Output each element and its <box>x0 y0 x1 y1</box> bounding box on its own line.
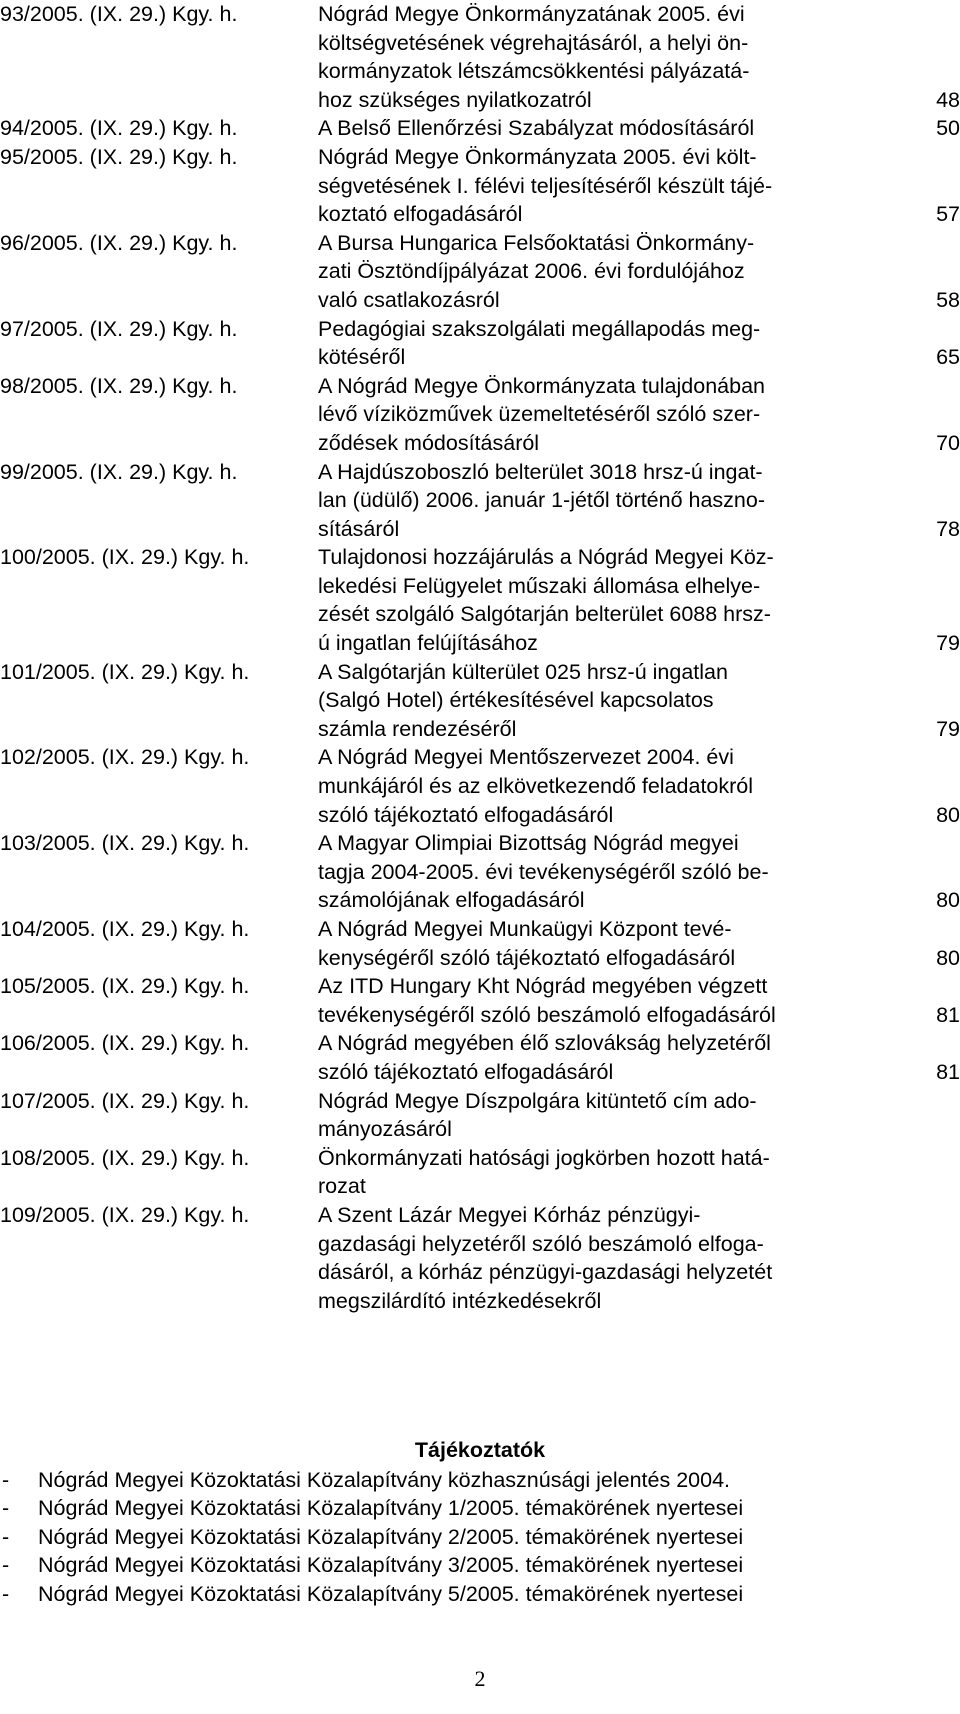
title-line: ződések módosításáról <box>318 430 540 455</box>
resolution-title <box>318 1201 863 1315</box>
page-reference: 79 <box>936 631 960 656</box>
resolution-title <box>318 0 863 114</box>
resolution-entry <box>0 1029 960 1086</box>
resolution-number: 105/2005. (IX. 29.) Kgy. h. <box>0 974 250 999</box>
resolution-number: 109/2005. (IX. 29.) Kgy. h. <box>0 1202 250 1227</box>
title-line: lekedési Felügyelet műszaki állomása elhelye- <box>318 573 761 598</box>
page-reference: 79 <box>936 716 960 741</box>
info-item-text: Nógrád Megyei Közoktatási Közalapítvány 3/2005. témakörének nyertesei <box>38 1553 744 1578</box>
page-reference: 81 <box>936 1059 960 1084</box>
info-list-item <box>0 1551 960 1579</box>
title-line: Nógrád Megye Önkormányzatának 2005. évi <box>318 2 745 26</box>
resolution-number: 107/2005. (IX. 29.) Kgy. h. <box>0 1088 250 1113</box>
title-line: zati Ösztöndíjpályázat 2006. évi fordulójához <box>318 259 745 284</box>
title-line: A Bursa Hungarica Felsőoktatási Önkormány- <box>318 230 755 255</box>
title-line: munkájáról és az elkövetkezendő feladatokról <box>318 774 754 799</box>
section-heading-tajekoztatok: Tájékoztatók <box>414 1438 546 1462</box>
resolution-number: 94/2005. (IX. 29.) Kgy. h. <box>0 116 238 141</box>
title-line: sításáról <box>318 516 400 541</box>
info-list-item <box>0 1580 960 1608</box>
resolution-entry <box>0 829 960 915</box>
page-reference: 57 <box>936 202 960 227</box>
page-reference: 80 <box>936 888 960 913</box>
resolution-title <box>318 315 863 372</box>
resolution-title <box>318 658 863 744</box>
resolution-title <box>318 743 863 829</box>
title-line: Tulajdonosi hozzájárulás a Nógrád Megyei Köz- <box>318 545 774 570</box>
resolution-title <box>318 1029 863 1086</box>
resolution-number: 96/2005. (IX. 29.) Kgy. h. <box>0 230 238 255</box>
title-line: A Salgótarján külterület 025 hrsz-ú ingatlan <box>318 659 728 684</box>
title-line: számla rendezéséről <box>318 716 517 741</box>
title-line: Pedagógiai szakszolgálati megállapodás meg- <box>318 316 761 341</box>
resolution-title <box>318 829 863 915</box>
info-list-item <box>0 1523 960 1551</box>
page-reference: 65 <box>936 345 960 370</box>
resolution-number: 95/2005. (IX. 29.) Kgy. h. <box>0 144 238 169</box>
page-reference: 50 <box>936 116 960 141</box>
resolution-title <box>318 458 863 544</box>
title-line: ségvetésének I. félévi teljesítéséről készült tájé- <box>318 173 773 198</box>
page-reference: 80 <box>936 802 960 827</box>
resolution-entry <box>0 229 960 315</box>
title-line: hoz szükséges nyilatkozatról <box>318 87 592 112</box>
resolution-number: 106/2005. (IX. 29.) Kgy. h. <box>0 1031 250 1056</box>
title-line: rozat <box>318 1174 366 1199</box>
title-line: dásáról, a kórház pénzügyi-gazdasági helyzetét <box>318 1260 773 1285</box>
resolution-title <box>318 372 863 458</box>
title-line: kenységéről szóló tájékoztató elfogadásáról <box>318 945 736 970</box>
bullet-dash: - <box>2 1496 10 1521</box>
title-line: Nógrád Megye Díszpolgára kitüntető cím ado- <box>318 1088 757 1113</box>
title-line: szóló tájékoztató elfogadásáról <box>318 1059 614 1084</box>
title-line: számolójának elfogadásáról <box>318 888 585 913</box>
title-line: tevékenységéről szóló beszámoló elfogadásáról <box>318 1002 776 1027</box>
resolution-number: 98/2005. (IX. 29.) Kgy. h. <box>0 373 238 398</box>
info-list-item <box>0 1466 960 1494</box>
page-number: 2 <box>474 1666 486 1691</box>
resolution-number: 97/2005. (IX. 29.) Kgy. h. <box>0 316 238 341</box>
title-line: lan (üdülő) 2006. január 1-jétől történő haszno- <box>318 488 766 513</box>
resolution-title <box>318 114 863 143</box>
title-line: költségvetésének végrehajtásáról, a helyi ön- <box>318 30 749 55</box>
title-line: mányozásáról <box>318 1117 452 1142</box>
page-reference: 70 <box>936 430 960 455</box>
title-line: A Nógrád megyében élő szlovákság helyzetéről <box>318 1031 771 1056</box>
resolution-entry <box>0 114 960 143</box>
title-line: Önkormányzati hatósági jogkörben hozott hatá- <box>318 1145 770 1170</box>
info-list-item <box>0 1494 960 1522</box>
resolution-title <box>318 972 863 1029</box>
page-reference: 48 <box>936 87 960 112</box>
info-list <box>0 1466 960 1608</box>
page-reference: 81 <box>936 1002 960 1027</box>
info-item-text: Nógrád Megyei Közoktatási Közalapítvány 5/2005. témakörének nyertesei <box>38 1581 744 1606</box>
bullet-dash: - <box>2 1553 10 1578</box>
title-line: A Nógrád Megyei Mentőszervezet 2004. évi <box>318 745 734 770</box>
page-reference: 80 <box>936 945 960 970</box>
title-line: tagja 2004-2005. évi tevékenységéről szóló be- <box>318 859 769 884</box>
resolution-title <box>318 1144 863 1201</box>
resolution-title <box>318 543 863 657</box>
title-line: kötéséről <box>318 345 406 370</box>
resolution-number: 108/2005. (IX. 29.) Kgy. h. <box>0 1145 250 1170</box>
page-reference: 78 <box>936 516 960 541</box>
title-line: (Salgó Hotel) értékesítésével kapcsolatos <box>318 688 714 713</box>
resolution-number: 104/2005. (IX. 29.) Kgy. h. <box>0 917 250 941</box>
title-line: koztató elfogadásáról <box>318 202 523 227</box>
resolution-number: 93/2005. (IX. 29.) Kgy. h. <box>0 2 238 26</box>
info-item-text: Nógrád Megyei Közoktatási Közalapítvány közhasznúsági jelentés 2004. <box>38 1468 730 1492</box>
resolution-entry <box>0 1087 960 1144</box>
title-line: A Nógrád Megye Önkormányzata tulajdonában <box>318 373 765 398</box>
title-line: zését szolgáló Salgótarján belterület 6088 hrsz- <box>318 602 771 627</box>
info-item-text: Nógrád Megyei Közoktatási Közalapítvány 1/2005. témakörének nyertesei <box>38 1496 744 1521</box>
title-line: A Magyar Olimpiai Bizottság Nógrád megyei <box>318 831 739 856</box>
resolution-entry <box>0 743 960 829</box>
title-line: lévő víziközművek üzemeltetéséről szóló szer- <box>318 402 761 427</box>
resolution-entry <box>0 543 960 657</box>
resolution-number: 99/2005. (IX. 29.) Kgy. h. <box>0 459 238 484</box>
title-line: ú ingatlan felújításához <box>318 631 538 656</box>
bullet-dash: - <box>2 1468 10 1492</box>
title-line: való csatlakozásról <box>318 287 500 312</box>
bullet-dash: - <box>2 1524 10 1549</box>
resolution-number: 102/2005. (IX. 29.) Kgy. h. <box>0 745 250 770</box>
bullet-dash: - <box>2 1581 10 1606</box>
resolution-entry <box>0 143 960 229</box>
title-line: kormányzatok létszámcsökkentési pályázatá- <box>318 59 750 84</box>
title-line: gazdasági helyzetéről szóló beszámoló elfoga- <box>318 1231 764 1256</box>
title-line: A Szent Lázár Megyei Kórház pénzügyi- <box>318 1202 701 1227</box>
resolution-title <box>318 143 863 229</box>
resolution-entry <box>0 1201 960 1315</box>
resolution-entry <box>0 0 960 114</box>
resolution-number: 103/2005. (IX. 29.) Kgy. h. <box>0 831 250 856</box>
title-line: Nógrád Megye Önkormányzata 2005. évi költ- <box>318 144 757 169</box>
resolution-number: 101/2005. (IX. 29.) Kgy. h. <box>0 659 250 684</box>
resolution-title <box>318 1087 863 1144</box>
resolution-title <box>318 915 863 972</box>
page-reference: 58 <box>936 287 960 312</box>
title-line: A Nógrád Megyei Munkaügyi Központ tevé- <box>318 917 732 941</box>
resolution-entry <box>0 1144 960 1201</box>
title-line: A Hajdúszoboszló belterület 3018 hrsz-ú ingat- <box>318 459 763 484</box>
resolution-entry <box>0 315 960 372</box>
resolution-entry <box>0 972 960 1029</box>
title-line: szóló tájékoztató elfogadásáról <box>318 802 614 827</box>
title-line: Az ITD Hungary Kht Nógrád megyében végzett <box>318 974 768 999</box>
resolution-entry <box>0 915 960 972</box>
title-line: megszilárdító intézkedésekről <box>318 1288 602 1313</box>
resolution-number: 100/2005. (IX. 29.) Kgy. h. <box>0 545 250 570</box>
resolution-entry <box>0 458 960 544</box>
info-item-text: Nógrád Megyei Közoktatási Közalapítvány 2/2005. témakörének nyertesei <box>38 1524 744 1549</box>
title-line: A Belső Ellenőrzési Szabályzat módosításáról <box>318 116 755 141</box>
resolution-entry <box>0 658 960 744</box>
resolution-entry <box>0 372 960 458</box>
resolution-title <box>318 229 863 315</box>
